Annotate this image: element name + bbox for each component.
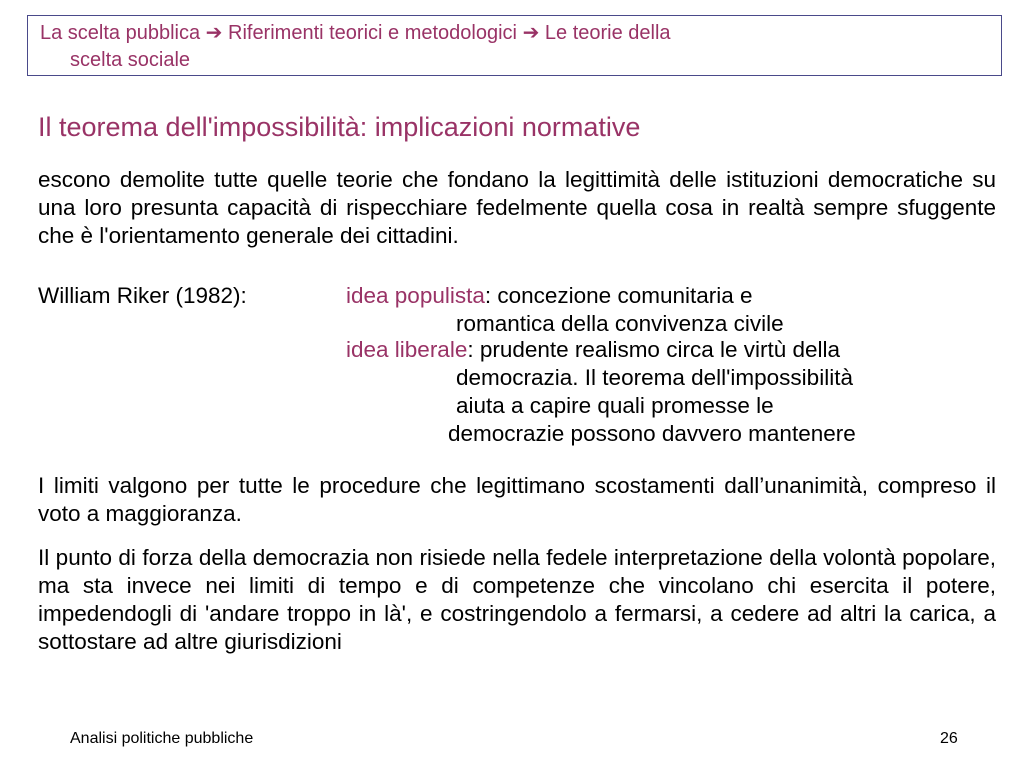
paragraph-democracy-strength: Il punto di forza della democrazia non risiede nella fedele interpretazione della volontà popolare, ma sta invece nei limiti di tempo e di competenze che vincolano chi esercita il potere, impedendogli di 'andare troppo in là', e costringendolo a fermarsi, a cedere ad altri la carica, a sottostare ad altre giurisdizioni — [38, 545, 996, 654]
liberal-definition-3: aiuta a capire quali promesse le — [456, 393, 774, 418]
slide-title: Il teorema dell'impossibilità: implicazioni normative — [38, 112, 641, 142]
riker-label: William Riker (1982): — [38, 283, 247, 308]
populist-line-1 — [346, 282, 753, 310]
footer-page-number: 26 — [940, 730, 958, 747]
populist-definition-1: : concezione comunitaria e — [484, 283, 753, 308]
breadcrumb-part-3-continued: scelta sociale — [70, 49, 191, 71]
liberal-line-1 — [346, 336, 840, 364]
liberal-definition-2: democrazia. Il teorema dell'impossibilità — [456, 365, 853, 390]
header-breadcrumb — [40, 20, 940, 74]
populist-term: idea populista — [346, 283, 485, 308]
liberal-definition-1: : prudente realismo circa le virtù della — [467, 337, 841, 362]
arrow-right-icon: ➔ — [522, 22, 540, 44]
liberal-definition-4: democrazie possono davvero mantenere — [448, 421, 856, 446]
paragraph-demolished-theories: escono demolite tutte quelle teorie che fondano la legittimità delle istituzioni democratiche su una loro presunta capacità di rispecchiare fedelmente quella cosa in realtà sempre sfuggente che è l'orientamento generale dei cittadini. — [38, 167, 996, 248]
breadcrumb-part-1: La scelta pubblica — [40, 22, 206, 44]
arrow-right-icon: ➔ — [205, 22, 223, 44]
breadcrumb-part-3: Le teorie della — [539, 22, 671, 44]
populist-definition-2: romantica della convivenza civile — [456, 311, 784, 336]
footer-course-title: Analisi politiche pubbliche — [70, 730, 254, 747]
liberal-term: idea liberale — [346, 337, 468, 362]
breadcrumb-part-2: Riferimenti teorici e metodologici — [222, 22, 523, 44]
paragraph-limits: I limiti valgono per tutte le procedure che legittimano scostamenti dall’unanimità, compreso il voto a maggioranza. — [38, 473, 996, 526]
